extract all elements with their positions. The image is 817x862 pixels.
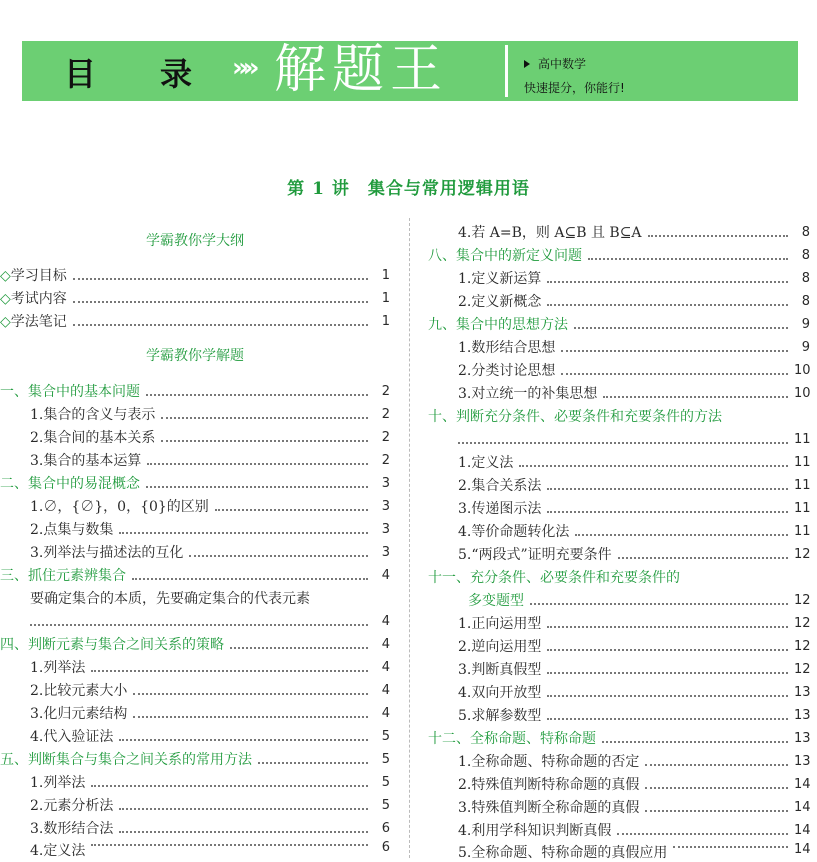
diamond-icon: ◇ (0, 314, 11, 330)
toc-entry[interactable]: 4.等价命题转化法 11 (458, 523, 811, 540)
toc-entry[interactable]: 3.对立统一的补集思想 10 (458, 385, 811, 402)
toc-entry[interactable]: 2.元素分析法 5 (30, 797, 390, 814)
diamond-icon: ◇ (0, 268, 11, 284)
column-divider (409, 218, 410, 858)
toc-entry[interactable]: 1.全称命题、特称命题的否定 13 (458, 753, 811, 770)
toc-entry[interactable]: 2.分类讨论思想 10 (458, 362, 811, 379)
toc-entry[interactable]: 5.全称命题、特称命题的真假应用 14 (458, 842, 811, 861)
diamond-icon: ◇ (0, 291, 11, 307)
toc-entry[interactable]: 2.点集与数集 3 (30, 521, 390, 538)
toc-entry[interactable]: 2.特殊值判断特称命题的真假 14 (458, 776, 811, 793)
toc-entry[interactable]: ◇学法笔记 1 (0, 311, 390, 331)
toc-entry[interactable]: 2.集合间的基本关系 2 (30, 429, 390, 446)
banner-title-char-1: 目 (64, 55, 97, 93)
toc-entry[interactable]: 2.集合关系法 11 (458, 477, 811, 494)
chapter-title: 第 1 讲 集合与常用逻辑用语 (287, 179, 530, 199)
toc-entry[interactable]: ◇考试内容 1 (0, 288, 390, 308)
toc-section-continued[interactable]: 多变题型 12 (468, 592, 811, 609)
toc-entry[interactable]: 2.逆向运用型 12 (458, 638, 811, 655)
banner-slogan: 快速提分，你能行! (524, 81, 625, 95)
toc-entry[interactable]: 4.定义法 6 (30, 840, 390, 859)
toc-entry[interactable]: 2.定义新概念 8 (458, 293, 810, 310)
toc-entry[interactable]: 1.∅，{∅}，0，{0}的区别 3 (30, 498, 390, 515)
header-banner (22, 41, 798, 101)
banner-title-char-2: 录 (160, 55, 193, 93)
toc-entry[interactable]: 1.数形结合思想 9 (458, 339, 810, 356)
toc-section[interactable]: 八、集合中的新定义问题 8 (428, 247, 810, 264)
triangle-right-icon (524, 60, 530, 68)
toc-entry[interactable]: 4.代入验证法 5 (30, 728, 390, 745)
toc-entry[interactable]: 5.“两段式”证明充要条件 12 (458, 546, 811, 563)
double-chevron-icon: »» (232, 53, 254, 83)
toc-entry[interactable]: ◇学习目标 1 (0, 265, 390, 285)
banner-subject: 高中数学 (524, 55, 586, 72)
toc-section[interactable]: 五、判断集合与集合之间关系的常用方法 5 (0, 751, 390, 768)
toc-entry[interactable]: 3.传递图示法 11 (458, 500, 811, 517)
toc-entry[interactable]: 4.双向开放型 13 (458, 684, 811, 701)
toc-entry[interactable]: 5.求解参数型 13 (458, 707, 811, 724)
toc-section[interactable]: 九、集合中的思想方法 9 (428, 316, 810, 333)
toc-entry[interactable]: 3.判断真假型 12 (458, 661, 811, 678)
toc-entry[interactable]: 4.利用学科知识判断真假 14 (458, 822, 811, 839)
toc-entry[interactable]: 1.集合的含义与表示 2 (30, 406, 390, 423)
banner-divider (505, 45, 508, 97)
toc-section[interactable]: 一、集合中的基本问题 2 (0, 383, 390, 400)
toc-section[interactable]: 四、判断元素与集合之间关系的策略 4 (0, 636, 390, 653)
banner-brand: 解题王 (274, 40, 449, 100)
toc-entry-label: ◇考试内容 (0, 291, 67, 307)
toc-section[interactable]: 十二、全称命题、特称命题 13 (428, 730, 811, 747)
toc-entry[interactable]: 3.列举法与描述法的互化 3 (30, 544, 390, 561)
toc-entry[interactable]: 1.列举法 5 (30, 774, 390, 791)
toc-entry[interactable]: 4 (0, 611, 390, 631)
toc-entry[interactable]: 3.特殊值判断全称命题的真假 14 (458, 799, 811, 816)
toc-entry-label: ◇学习目标 (0, 268, 67, 284)
toc-section[interactable]: 二、集合中的易混概念 3 (0, 475, 390, 492)
toc-entry[interactable]: 1.定义法 11 (458, 454, 811, 471)
toc-entry-text: 要确定集合的本质，先要确定集合的代表元素 (30, 591, 310, 607)
toc-entry[interactable]: 1.正向运用型 12 (458, 615, 811, 632)
toc-entry-label: ◇学法笔记 (0, 314, 67, 330)
toc-entry[interactable]: 4.若 A=B，则 A⊆B 且 B⊆A 8 (458, 224, 810, 241)
toc-entry[interactable]: 3.数形结合法 6 (30, 820, 390, 837)
toc-section[interactable]: 十、判断充分条件、必要条件和充要条件的方法 (428, 409, 722, 425)
toc-entry[interactable]: 1.列举法 4 (30, 659, 390, 676)
toc-entry[interactable]: 2.比较元素大小 4 (30, 682, 390, 699)
toc-entry[interactable]: 3.化归元素结构 4 (30, 705, 390, 722)
toc-section[interactable]: 三、抓住元素辨集合 4 (0, 567, 390, 584)
toc-entry[interactable]: 1.定义新运算 8 (458, 270, 810, 287)
section-heading: 学霸教你学解题 (146, 348, 244, 364)
toc-entry[interactable]: 11 (428, 429, 810, 449)
section-heading: 学霸教你学大纲 (146, 233, 244, 249)
toc-entry[interactable]: 3.集合的基本运算 2 (30, 452, 390, 469)
toc-section[interactable]: 十一、充分条件、必要条件和充要条件的 (428, 570, 680, 586)
